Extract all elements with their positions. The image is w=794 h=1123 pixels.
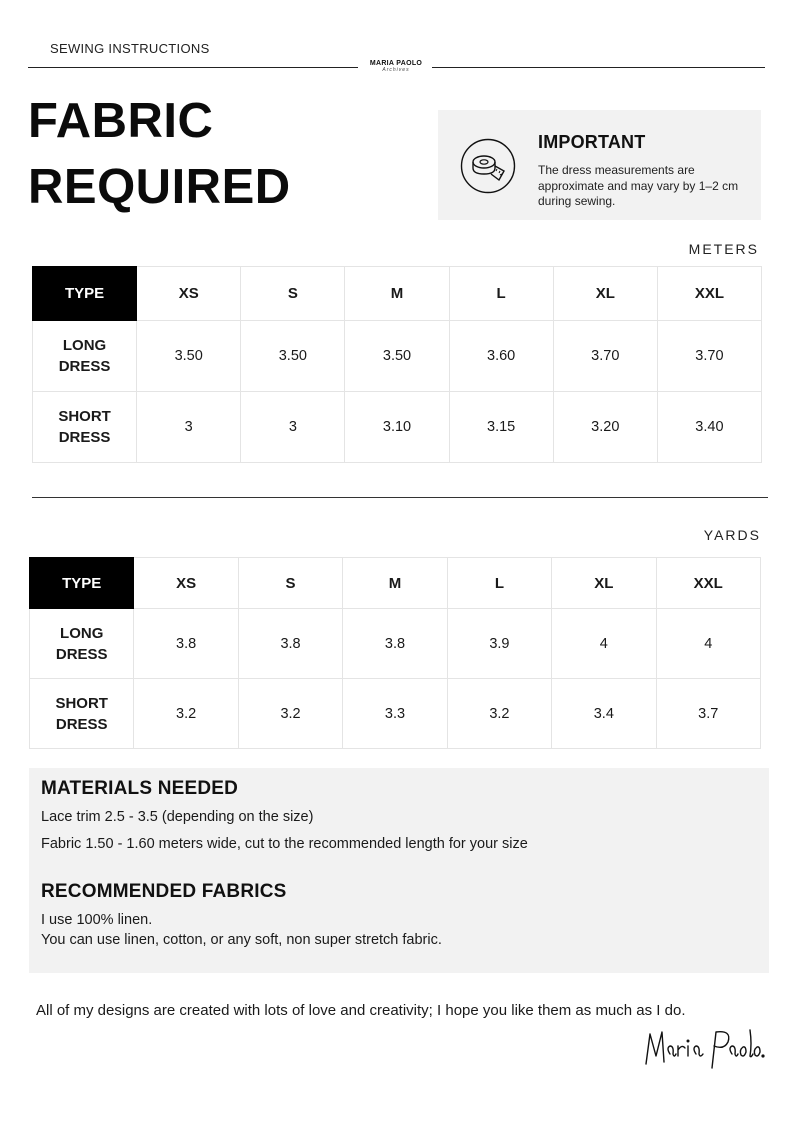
fabrics-heading: RECOMMENDED FABRICS [41,881,287,902]
measuring-tape-icon [460,138,516,194]
size-header: M [343,558,447,609]
unit-label-yards: YARDS [703,527,761,543]
table-row [30,609,761,679]
row-label-line: DRESS [55,645,108,663]
logo-subtitle: Archives [382,67,410,73]
materials-heading: MATERIALS NEEDED [41,778,239,799]
header-rule-left [28,67,358,68]
header-rule-right [432,67,765,68]
table-cell: 3.50 [241,321,345,392]
table-cell: 3 [137,392,241,463]
row-label [33,321,137,392]
signature-image [640,1024,766,1072]
closing-note: All of my designs are created with lots of love and creativity; I hope you like them as much as I do. [36,1002,686,1019]
size-header: XL [553,267,657,321]
row-label-line: LONG [62,337,107,354]
table-row [30,679,761,749]
table-cell: 3.2 [238,679,342,749]
fabrics-item: I use 100% linen. [41,912,153,928]
size-header: S [238,558,342,609]
size-header: S [241,267,345,321]
type-header: TYPE [33,267,137,321]
row-label-line: DRESS [55,715,108,733]
table-row [33,321,762,392]
table-cell: 3.8 [134,609,238,679]
table-cell: 3.3 [343,679,447,749]
table-cell: 3.8 [238,609,342,679]
size-header: XXL [657,267,761,321]
size-header: XXL [656,558,760,609]
materials-box [29,768,769,973]
table-cell: 3.70 [657,321,761,392]
section-divider [32,497,768,498]
page-title-line1: FABRIC [28,94,214,148]
table-cell: 3.10 [345,392,449,463]
size-header: L [449,267,553,321]
important-heading: IMPORTANT [538,132,646,152]
type-header: TYPE [30,558,134,609]
row-label-line: SHORT [55,694,108,712]
size-header: M [345,267,449,321]
row-label-line: DRESS [58,429,111,446]
table-header-row [30,558,761,609]
size-header: L [447,558,551,609]
row-label [33,392,137,463]
row-label [30,609,134,679]
table-row [33,392,762,463]
table-cell: 3 [241,392,345,463]
size-header: XL [552,558,656,609]
brand-logo [362,60,430,73]
table-cell: 3.8 [343,609,447,679]
row-label-line: DRESS [58,358,111,375]
table-cell: 3.2 [447,679,551,749]
table-cell: 3.20 [553,392,657,463]
row-label [30,679,134,749]
materials-item: Lace trim 2.5 - 3.5 (depending on the size) [41,809,314,825]
section-label: SEWING INSTRUCTIONS [50,41,210,56]
table-cell: 4 [552,609,656,679]
size-header: XS [137,267,241,321]
table-cell: 3.70 [553,321,657,392]
table-cell: 3.60 [449,321,553,392]
important-note [438,110,761,220]
unit-label-meters: METERS [688,241,759,257]
logo-name: MARIA PAOLO [369,60,423,67]
table-cell: 3.50 [137,321,241,392]
page-title-line2: REQUIRED [28,160,291,214]
table-cell: 3.50 [345,321,449,392]
row-label-line: SHORT [58,408,111,425]
table-cell: 3.9 [447,609,551,679]
fabrics-item: You can use linen, cotton, or any soft, non super stretch fabric. [41,932,442,948]
yards-table [29,557,761,749]
table-cell: 3.4 [552,679,656,749]
meters-table [32,266,762,463]
page-title [28,88,291,220]
table-cell: 3.7 [656,679,760,749]
size-header: XS [134,558,238,609]
table-cell: 3.40 [657,392,761,463]
table-cell: 4 [656,609,760,679]
row-label-line: LONG [60,624,104,642]
table-cell: 3.2 [134,679,238,749]
important-text: The dress measurements are approximate and may vary by 1–2 cm during sewing. [538,163,739,208]
table-cell: 3.15 [449,392,553,463]
materials-item: Fabric 1.50 - 1.60 meters wide, cut to the recommended length for your size [41,836,528,852]
table-header-row [33,267,762,321]
